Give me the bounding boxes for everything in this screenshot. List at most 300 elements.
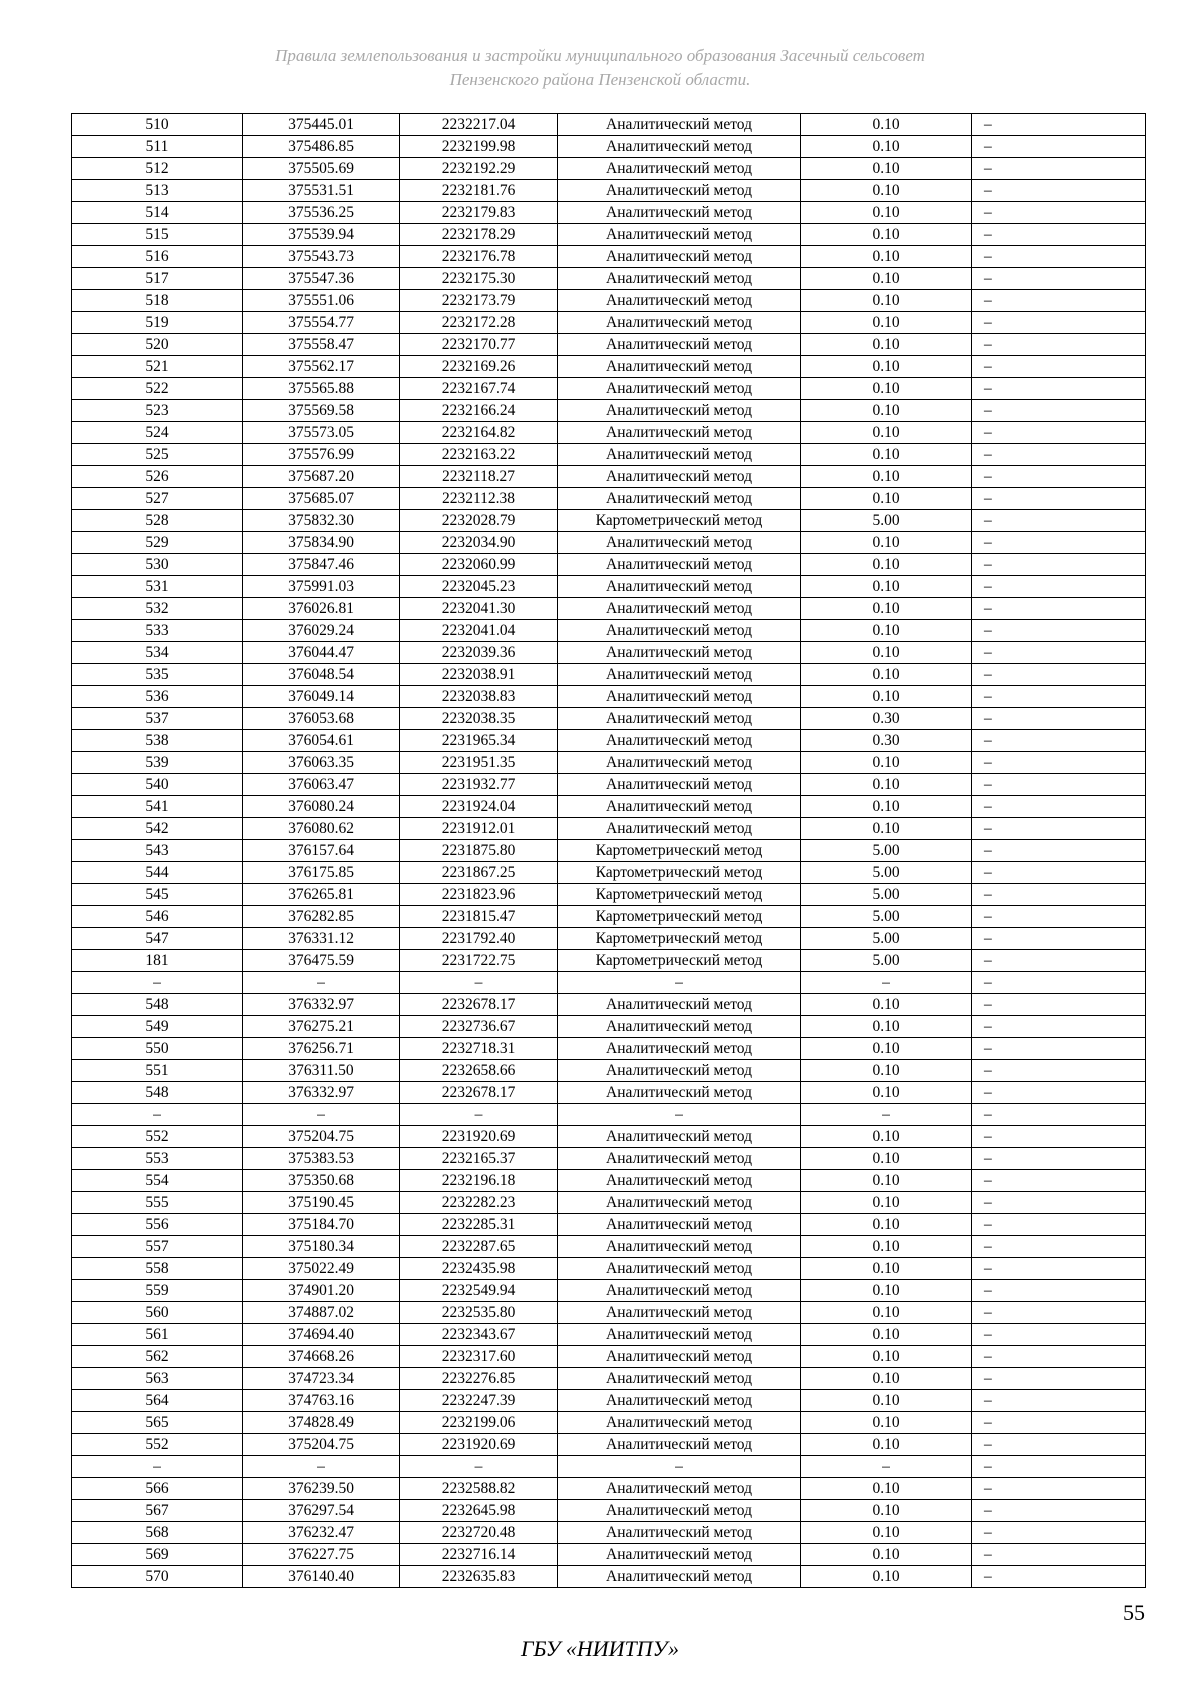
y-coordinate-cell: 2232034.90: [400, 532, 558, 554]
note-cell: –: [972, 378, 1146, 400]
precision-cell: 0.10: [801, 1500, 972, 1522]
x-coordinate-cell: 376157.64: [243, 840, 400, 862]
y-coordinate-cell: 2231722.75: [400, 950, 558, 972]
note-cell: –: [972, 708, 1146, 730]
y-coordinate-cell: 2232175.30: [400, 268, 558, 290]
method-cell: Аналитический метод: [558, 246, 801, 268]
note-cell: –: [972, 818, 1146, 840]
point-number-cell: 516: [72, 246, 243, 268]
precision-cell: 0.10: [801, 664, 972, 686]
table-row: [72, 1016, 1146, 1038]
table-row: [72, 686, 1146, 708]
table-row: [72, 1544, 1146, 1566]
y-coordinate-cell: 2232038.83: [400, 686, 558, 708]
note-cell: –: [972, 554, 1146, 576]
precision-cell: 0.10: [801, 818, 972, 840]
table-row: [72, 1368, 1146, 1390]
x-coordinate-cell: 376080.24: [243, 796, 400, 818]
table-row: [72, 796, 1146, 818]
x-coordinate-cell: 376311.50: [243, 1060, 400, 1082]
precision-cell: 0.10: [801, 1434, 972, 1456]
table-row: [72, 1566, 1146, 1588]
y-coordinate-cell: 2232176.78: [400, 246, 558, 268]
method-cell: Аналитический метод: [558, 114, 801, 136]
point-number-cell: 533: [72, 620, 243, 642]
method-cell: Аналитический метод: [558, 1082, 801, 1104]
x-coordinate-cell: 375685.07: [243, 488, 400, 510]
y-coordinate-cell: 2231951.35: [400, 752, 558, 774]
precision-cell: 0.10: [801, 1346, 972, 1368]
point-number-cell: 512: [72, 158, 243, 180]
method-cell: Аналитический метод: [558, 1170, 801, 1192]
method-cell: Аналитический метод: [558, 1038, 801, 1060]
method-cell: Аналитический метод: [558, 158, 801, 180]
x-coordinate-cell: 376080.62: [243, 818, 400, 840]
point-number-cell: 554: [72, 1170, 243, 1192]
table-row: [72, 774, 1146, 796]
y-coordinate-cell: 2232535.80: [400, 1302, 558, 1324]
table-row: [72, 136, 1146, 158]
point-number-cell: 517: [72, 268, 243, 290]
table-row: [72, 158, 1146, 180]
precision-cell: 0.10: [801, 752, 972, 774]
x-coordinate-cell: 375383.53: [243, 1148, 400, 1170]
x-coordinate-cell: 375180.34: [243, 1236, 400, 1258]
table-row: [72, 312, 1146, 334]
note-cell: –: [972, 1148, 1146, 1170]
point-number-cell: 548: [72, 994, 243, 1016]
point-number-cell: 541: [72, 796, 243, 818]
x-coordinate-cell: 375834.90: [243, 532, 400, 554]
y-coordinate-cell: 2232285.31: [400, 1214, 558, 1236]
method-cell: Аналитический метод: [558, 1148, 801, 1170]
table-row: [72, 488, 1146, 510]
precision-cell: 0.10: [801, 1368, 972, 1390]
point-number-cell: 540: [72, 774, 243, 796]
y-coordinate-cell: 2231867.25: [400, 862, 558, 884]
y-coordinate-cell: 2231823.96: [400, 884, 558, 906]
y-coordinate-cell: 2232678.17: [400, 1082, 558, 1104]
x-coordinate-cell: 376048.54: [243, 664, 400, 686]
y-coordinate-cell: 2232170.77: [400, 334, 558, 356]
precision-cell: 0.10: [801, 1324, 972, 1346]
note-cell: –: [972, 202, 1146, 224]
method-cell: Аналитический метод: [558, 422, 801, 444]
y-coordinate-cell: 2232658.66: [400, 1060, 558, 1082]
method-cell: Аналитический метод: [558, 1126, 801, 1148]
precision-cell: 0.10: [801, 290, 972, 312]
point-number-cell: –: [72, 1104, 243, 1126]
point-number-cell: 567: [72, 1500, 243, 1522]
method-cell: Аналитический метод: [558, 202, 801, 224]
x-coordinate-cell: 374828.49: [243, 1412, 400, 1434]
x-coordinate-cell: 374694.40: [243, 1324, 400, 1346]
table-row: [72, 1082, 1146, 1104]
table-row: [72, 1324, 1146, 1346]
note-cell: –: [972, 1060, 1146, 1082]
point-number-cell: 547: [72, 928, 243, 950]
precision-cell: 0.10: [801, 1038, 972, 1060]
y-coordinate-cell: 2232178.29: [400, 224, 558, 246]
x-coordinate-cell: –: [243, 1104, 400, 1126]
table-row: [72, 1522, 1146, 1544]
table-row: [72, 1456, 1146, 1478]
x-coordinate-cell: 376331.12: [243, 928, 400, 950]
method-cell: Картометрический метод: [558, 840, 801, 862]
point-number-cell: 531: [72, 576, 243, 598]
precision-cell: 0.10: [801, 444, 972, 466]
y-coordinate-cell: 2232041.30: [400, 598, 558, 620]
table-row: [72, 598, 1146, 620]
method-cell: Аналитический метод: [558, 1192, 801, 1214]
table-row: [72, 1170, 1146, 1192]
note-cell: –: [972, 1456, 1146, 1478]
y-coordinate-cell: 2232287.65: [400, 1236, 558, 1258]
y-coordinate-cell: 2232164.82: [400, 422, 558, 444]
x-coordinate-cell: 375547.36: [243, 268, 400, 290]
precision-cell: –: [801, 1456, 972, 1478]
note-cell: –: [972, 752, 1146, 774]
note-cell: –: [972, 488, 1146, 510]
note-cell: –: [972, 1522, 1146, 1544]
note-cell: –: [972, 444, 1146, 466]
method-cell: Аналитический метод: [558, 1214, 801, 1236]
x-coordinate-cell: 376140.40: [243, 1566, 400, 1588]
note-cell: –: [972, 1390, 1146, 1412]
point-number-cell: 528: [72, 510, 243, 532]
table-row: [72, 1302, 1146, 1324]
method-cell: Аналитический метод: [558, 1390, 801, 1412]
y-coordinate-cell: 2232038.91: [400, 664, 558, 686]
method-cell: Аналитический метод: [558, 1280, 801, 1302]
note-cell: –: [972, 1302, 1146, 1324]
y-coordinate-cell: 2232028.79: [400, 510, 558, 532]
method-cell: Аналитический метод: [558, 686, 801, 708]
method-cell: Аналитический метод: [558, 994, 801, 1016]
method-cell: Аналитический метод: [558, 642, 801, 664]
note-cell: –: [972, 334, 1146, 356]
method-cell: Аналитический метод: [558, 1060, 801, 1082]
method-cell: Картометрический метод: [558, 862, 801, 884]
y-coordinate-cell: 2232343.67: [400, 1324, 558, 1346]
point-number-cell: 564: [72, 1390, 243, 1412]
x-coordinate-cell: 376026.81: [243, 598, 400, 620]
point-number-cell: 514: [72, 202, 243, 224]
point-number-cell: 556: [72, 1214, 243, 1236]
coordinates-table: [71, 113, 1146, 1588]
table-row: [72, 708, 1146, 730]
note-cell: –: [972, 972, 1146, 994]
note-cell: –: [972, 158, 1146, 180]
method-cell: Аналитический метод: [558, 400, 801, 422]
coordinates-table-body: [72, 114, 1146, 1588]
y-coordinate-cell: 2232635.83: [400, 1566, 558, 1588]
precision-cell: 0.10: [801, 1148, 972, 1170]
precision-cell: –: [801, 972, 972, 994]
table-row: [72, 730, 1146, 752]
table-row: [72, 400, 1146, 422]
y-coordinate-cell: –: [400, 1104, 558, 1126]
note-cell: –: [972, 246, 1146, 268]
table-row: [72, 378, 1146, 400]
precision-cell: 0.10: [801, 642, 972, 664]
point-number-cell: 519: [72, 312, 243, 334]
note-cell: –: [972, 1126, 1146, 1148]
y-coordinate-cell: 2231792.40: [400, 928, 558, 950]
y-coordinate-cell: 2232112.38: [400, 488, 558, 510]
note-cell: –: [972, 620, 1146, 642]
note-cell: –: [972, 1566, 1146, 1588]
table-row: [72, 818, 1146, 840]
table-row: [72, 752, 1146, 774]
x-coordinate-cell: 375022.49: [243, 1258, 400, 1280]
method-cell: Аналитический метод: [558, 378, 801, 400]
point-number-cell: 526: [72, 466, 243, 488]
x-coordinate-cell: 376239.50: [243, 1478, 400, 1500]
x-coordinate-cell: 375562.17: [243, 356, 400, 378]
y-coordinate-cell: 2232041.04: [400, 620, 558, 642]
method-cell: Аналитический метод: [558, 488, 801, 510]
y-coordinate-cell: 2232435.98: [400, 1258, 558, 1280]
point-number-cell: 534: [72, 642, 243, 664]
note-cell: –: [972, 950, 1146, 972]
header-line-1: Правила землепользования и застройки муниципального образования Засечный сельсовет: [275, 46, 925, 65]
point-number-cell: 537: [72, 708, 243, 730]
x-coordinate-cell: 375505.69: [243, 158, 400, 180]
note-cell: –: [972, 400, 1146, 422]
point-number-cell: 544: [72, 862, 243, 884]
point-number-cell: 570: [72, 1566, 243, 1588]
note-cell: –: [972, 268, 1146, 290]
method-cell: Аналитический метод: [558, 796, 801, 818]
y-coordinate-cell: 2232199.06: [400, 1412, 558, 1434]
y-coordinate-cell: 2232166.24: [400, 400, 558, 422]
y-coordinate-cell: 2232192.29: [400, 158, 558, 180]
method-cell: Аналитический метод: [558, 1368, 801, 1390]
precision-cell: 0.30: [801, 730, 972, 752]
method-cell: Аналитический метод: [558, 1566, 801, 1588]
method-cell: Аналитический метод: [558, 180, 801, 202]
y-coordinate-cell: 2231920.69: [400, 1434, 558, 1456]
y-coordinate-cell: 2231920.69: [400, 1126, 558, 1148]
method-cell: –: [558, 972, 801, 994]
point-number-cell: 552: [72, 1434, 243, 1456]
table-row: [72, 268, 1146, 290]
method-cell: Аналитический метод: [558, 708, 801, 730]
note-cell: –: [972, 576, 1146, 598]
x-coordinate-cell: 375204.75: [243, 1434, 400, 1456]
method-cell: Аналитический метод: [558, 1434, 801, 1456]
table-row: [72, 928, 1146, 950]
precision-cell: 0.10: [801, 1236, 972, 1258]
table-row: [72, 972, 1146, 994]
y-coordinate-cell: 2232736.67: [400, 1016, 558, 1038]
precision-cell: 5.00: [801, 510, 972, 532]
x-coordinate-cell: 376063.47: [243, 774, 400, 796]
point-number-cell: 513: [72, 180, 243, 202]
y-coordinate-cell: 2231815.47: [400, 906, 558, 928]
x-coordinate-cell: –: [243, 972, 400, 994]
table-row: [72, 334, 1146, 356]
table-row: [72, 1104, 1146, 1126]
note-cell: –: [972, 180, 1146, 202]
table-row: [72, 1478, 1146, 1500]
table-row: [72, 1258, 1146, 1280]
method-cell: Аналитический метод: [558, 268, 801, 290]
method-cell: Картометрический метод: [558, 928, 801, 950]
note-cell: –: [972, 312, 1146, 334]
x-coordinate-cell: –: [243, 1456, 400, 1478]
table-row: [72, 1434, 1146, 1456]
point-number-cell: 543: [72, 840, 243, 862]
x-coordinate-cell: 375847.46: [243, 554, 400, 576]
table-row: [72, 510, 1146, 532]
precision-cell: 0.10: [801, 1566, 972, 1588]
x-coordinate-cell: 375445.01: [243, 114, 400, 136]
point-number-cell: 523: [72, 400, 243, 422]
y-coordinate-cell: 2231932.77: [400, 774, 558, 796]
method-cell: Аналитический метод: [558, 554, 801, 576]
precision-cell: 0.10: [801, 576, 972, 598]
method-cell: Аналитический метод: [558, 136, 801, 158]
point-number-cell: 527: [72, 488, 243, 510]
x-coordinate-cell: 375565.88: [243, 378, 400, 400]
method-cell: –: [558, 1104, 801, 1126]
y-coordinate-cell: 2232276.85: [400, 1368, 558, 1390]
point-number-cell: 566: [72, 1478, 243, 1500]
method-cell: Аналитический метод: [558, 334, 801, 356]
point-number-cell: 524: [72, 422, 243, 444]
x-coordinate-cell: 375991.03: [243, 576, 400, 598]
point-number-cell: 510: [72, 114, 243, 136]
method-cell: Аналитический метод: [558, 576, 801, 598]
table-row: [72, 620, 1146, 642]
method-cell: Аналитический метод: [558, 312, 801, 334]
precision-cell: 0.10: [801, 246, 972, 268]
table-row: [72, 1346, 1146, 1368]
note-cell: –: [972, 1324, 1146, 1346]
x-coordinate-cell: 375190.45: [243, 1192, 400, 1214]
table-row: [72, 1236, 1146, 1258]
page-number: 55: [1123, 1600, 1145, 1625]
method-cell: Картометрический метод: [558, 884, 801, 906]
precision-cell: 0.10: [801, 1214, 972, 1236]
precision-cell: 0.10: [801, 1412, 972, 1434]
y-coordinate-cell: 2232588.82: [400, 1478, 558, 1500]
y-coordinate-cell: 2232173.79: [400, 290, 558, 312]
table-row: [72, 532, 1146, 554]
point-number-cell: 536: [72, 686, 243, 708]
y-coordinate-cell: 2232172.28: [400, 312, 558, 334]
y-coordinate-cell: 2232060.99: [400, 554, 558, 576]
point-number-cell: 538: [72, 730, 243, 752]
precision-cell: 0.10: [801, 180, 972, 202]
point-number-cell: –: [72, 972, 243, 994]
x-coordinate-cell: 376256.71: [243, 1038, 400, 1060]
precision-cell: 5.00: [801, 906, 972, 928]
precision-cell: 0.10: [801, 378, 972, 400]
point-number-cell: 557: [72, 1236, 243, 1258]
table-row: [72, 1500, 1146, 1522]
precision-cell: 0.10: [801, 422, 972, 444]
precision-cell: 0.10: [801, 312, 972, 334]
x-coordinate-cell: 375486.85: [243, 136, 400, 158]
x-coordinate-cell: 375576.99: [243, 444, 400, 466]
note-cell: –: [972, 730, 1146, 752]
y-coordinate-cell: 2231965.34: [400, 730, 558, 752]
note-cell: –: [972, 1258, 1146, 1280]
point-number-cell: –: [72, 1456, 243, 1478]
precision-cell: 0.10: [801, 1478, 972, 1500]
method-cell: Аналитический метод: [558, 1324, 801, 1346]
precision-cell: 0.10: [801, 334, 972, 356]
y-coordinate-cell: 2232199.98: [400, 136, 558, 158]
table-row: [72, 1390, 1146, 1412]
x-coordinate-cell: 375554.77: [243, 312, 400, 334]
note-cell: –: [972, 642, 1146, 664]
method-cell: Аналитический метод: [558, 620, 801, 642]
precision-cell: 0.10: [801, 1126, 972, 1148]
precision-cell: 0.10: [801, 466, 972, 488]
method-cell: Аналитический метод: [558, 1412, 801, 1434]
x-coordinate-cell: 376275.21: [243, 1016, 400, 1038]
y-coordinate-cell: 2231924.04: [400, 796, 558, 818]
x-coordinate-cell: 374887.02: [243, 1302, 400, 1324]
point-number-cell: 532: [72, 598, 243, 620]
point-number-cell: 518: [72, 290, 243, 312]
precision-cell: 0.10: [801, 1060, 972, 1082]
x-coordinate-cell: 375539.94: [243, 224, 400, 246]
note-cell: –: [972, 114, 1146, 136]
y-coordinate-cell: 2232165.37: [400, 1148, 558, 1170]
table-row: [72, 994, 1146, 1016]
precision-cell: 0.10: [801, 598, 972, 620]
y-coordinate-cell: 2231912.01: [400, 818, 558, 840]
point-number-cell: 552: [72, 1126, 243, 1148]
precision-cell: 0.10: [801, 1522, 972, 1544]
note-cell: –: [972, 1434, 1146, 1456]
table-row: [72, 554, 1146, 576]
x-coordinate-cell: 376175.85: [243, 862, 400, 884]
page-header: [150, 44, 1050, 92]
table-row: [72, 356, 1146, 378]
y-coordinate-cell: 2232039.36: [400, 642, 558, 664]
x-coordinate-cell: 375531.51: [243, 180, 400, 202]
table-row: [72, 576, 1146, 598]
page-footer: ГБУ «НИИТПУ»: [520, 1636, 680, 1661]
table-row: [72, 114, 1146, 136]
x-coordinate-cell: 376475.59: [243, 950, 400, 972]
x-coordinate-cell: 375558.47: [243, 334, 400, 356]
method-cell: Аналитический метод: [558, 1500, 801, 1522]
x-coordinate-cell: 375832.30: [243, 510, 400, 532]
table-row: [72, 224, 1146, 246]
method-cell: Аналитический метод: [558, 356, 801, 378]
y-coordinate-cell: 2232038.35: [400, 708, 558, 730]
precision-cell: 0.10: [801, 554, 972, 576]
point-number-cell: 553: [72, 1148, 243, 1170]
precision-cell: 0.10: [801, 774, 972, 796]
table-row: [72, 1412, 1146, 1434]
method-cell: Картометрический метод: [558, 906, 801, 928]
method-cell: Аналитический метод: [558, 1258, 801, 1280]
method-cell: Аналитический метод: [558, 224, 801, 246]
note-cell: –: [972, 598, 1146, 620]
table-row: [72, 884, 1146, 906]
note-cell: –: [972, 422, 1146, 444]
x-coordinate-cell: 375204.75: [243, 1126, 400, 1148]
point-number-cell: 569: [72, 1544, 243, 1566]
